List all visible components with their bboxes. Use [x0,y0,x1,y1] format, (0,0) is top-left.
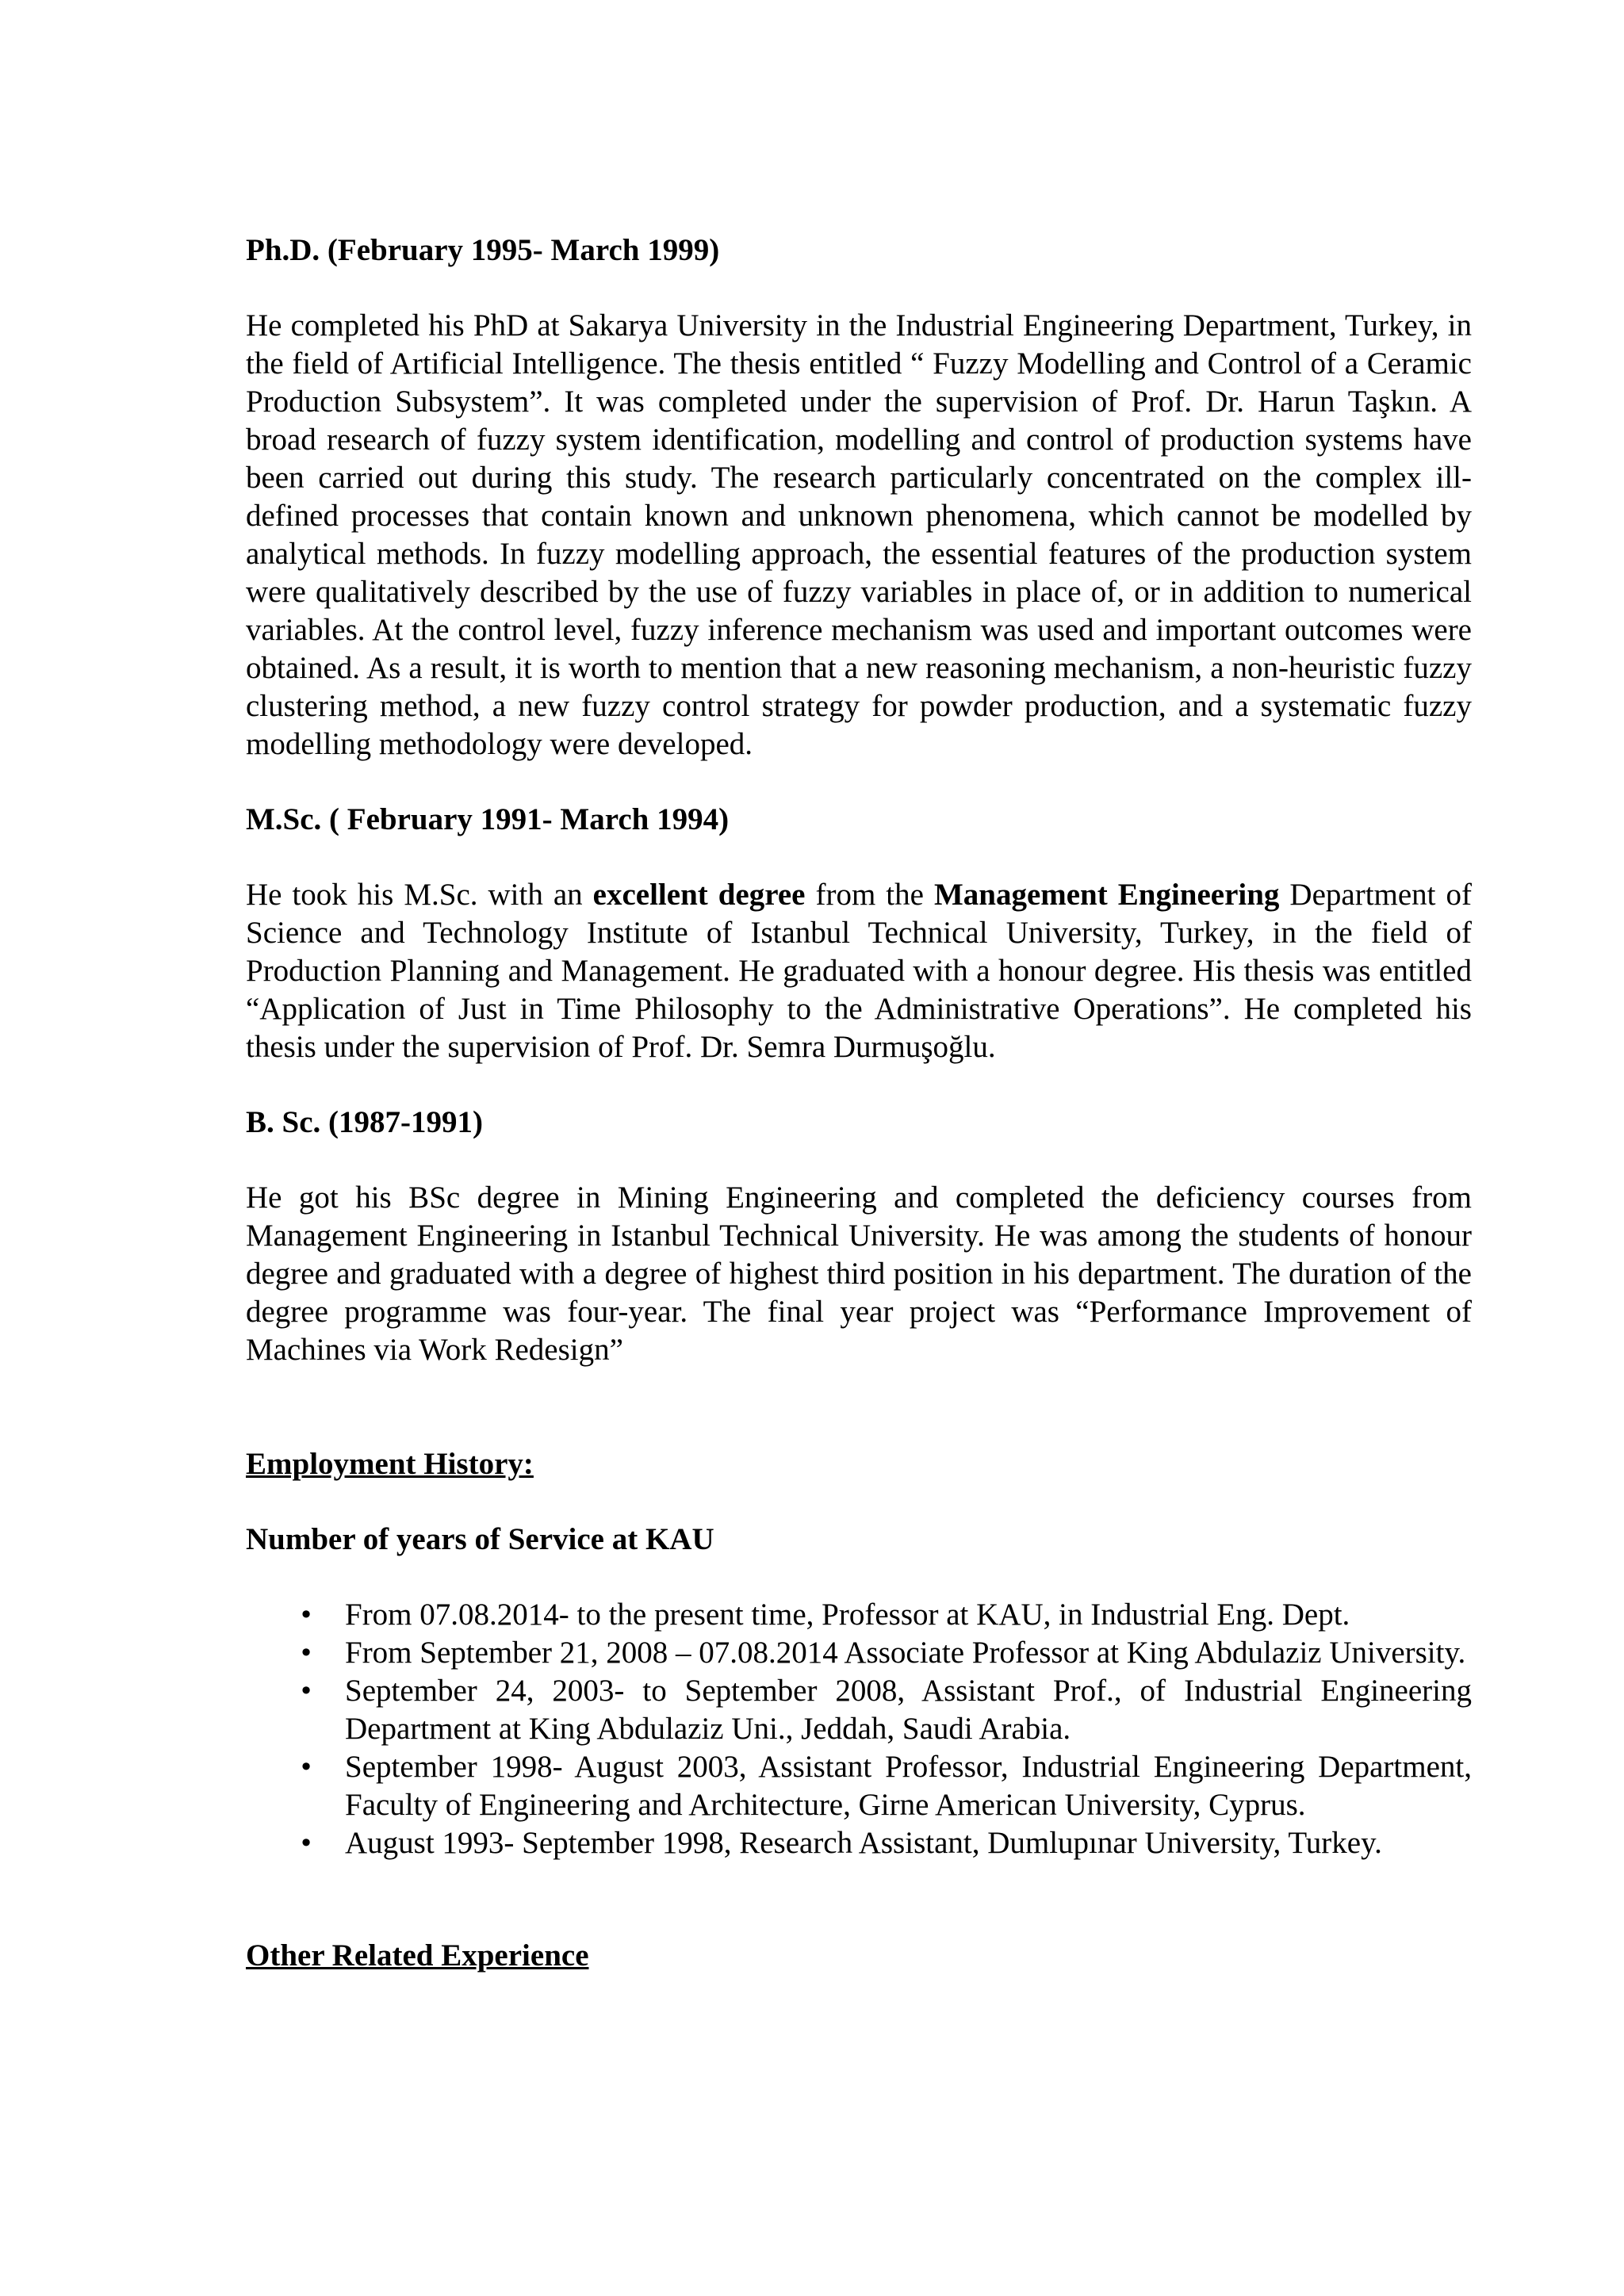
bullet-icon: • [298,1752,314,1782]
msc-bold-excellent-degree: excellent degree [592,878,806,912]
list-item [246,1672,1472,1748]
msc-text-3: Department of Science and Technology Institute of Istanbul Technical University, Turkey, in the field of Production Planning and Management. He graduated with a honour degree. His thesis was entitled “Application of Just in Time Philosophy to the Administrative Operations”. He completed his thesis under the supervision of Prof. Dr. Semra Durmuşoğlu. [246,878,1472,1064]
document-content [246,232,1472,1975]
list-item [246,1634,1472,1672]
employment-item-text: September 1998- August 2003, Assistant Professor, Industrial Engineering Department, Faculty of Engineering and Architecture, Girne American University, Cyprus. [345,1750,1472,1822]
bsc-heading: B. Sc. (1987-1991) [246,1105,483,1139]
employment-item-text: September 24, 2003- to September 2008, Assistant Prof., of Industrial Engineering Department at King Abdulaziz Uni., Jeddah, Saudi Arabia. [345,1674,1472,1746]
bsc-paragraph: He got his BSc degree in Mining Engineering and completed the deficiency courses from Management Engineering in Istanbul Technical University. He was among the students of honour degree and graduated with a degree of highest third position in his department. The duration of the degree programme was four-year. The final year project was “Performance Improvement of Machines via Work Redesign” [246,1181,1472,1367]
other-experience-title: Other Related Experience [246,1938,589,1973]
msc-heading: M.Sc. ( February 1991- March 1994) [246,802,730,836]
list-item [246,1824,1472,1862]
msc-text-2: from the [805,878,934,912]
phd-paragraph: He completed his PhD at Sakarya University in the Industrial Engineering Department, Turkey, in the field of Artificial Intelligence. The thesis entitled “ Fuzzy Modelling and Control of a Ceramic Production Subsystem”. It was completed under the supervision of Prof. Dr. Harun Taşkın. A broad research of fuzzy system identification, modelling and control of production systems have been carried out during this study. The research particularly concentrated on the complex ill-defined processes that contain known and unknown phenomena, which cannot be modelled by analytical methods. In fuzzy modelling approach, the essential features of the production system were qualitatively described by the use of fuzzy variables in place of, or in addition to numerical variables. At the control level, fuzzy inference mechanism was used and important outcomes were obtained. As a result, it is worth to mention that a new reasoning mechanism, a non-heuristic fuzzy clustering method, a new fuzzy control strategy for powder production, and a systematic fuzzy modelling methodology were developed. [246,308,1472,761]
employment-history-title: Employment History: [246,1447,534,1481]
msc-text-1: He took his M.Sc. with an [246,878,593,912]
msc-paragraph [246,876,1472,1066]
list-item [246,1748,1472,1824]
employment-item-text: From September 21, 2008 – 07.08.2014 Associate Professor at King Abdulaziz University. [345,1636,1466,1670]
bullet-icon: • [298,1638,314,1668]
msc-bold-management-engineering: Management Engineering [933,878,1280,912]
bullet-icon: • [298,1676,314,1706]
employment-list [246,1596,1472,1862]
employment-item-text: August 1993- September 1998, Research Assistant, Dumlupınar University, Turkey. [345,1826,1382,1860]
bullet-icon: • [298,1600,314,1630]
bullet-icon: • [298,1828,314,1858]
list-item [246,1596,1472,1634]
employment-item-text: From 07.08.2014- to the present time, Professor at KAU, in Industrial Eng. Dept. [345,1598,1350,1632]
phd-heading: Ph.D. (February 1995- March 1999) [246,233,720,267]
service-at-kau-heading: Number of years of Service at KAU [246,1522,714,1556]
